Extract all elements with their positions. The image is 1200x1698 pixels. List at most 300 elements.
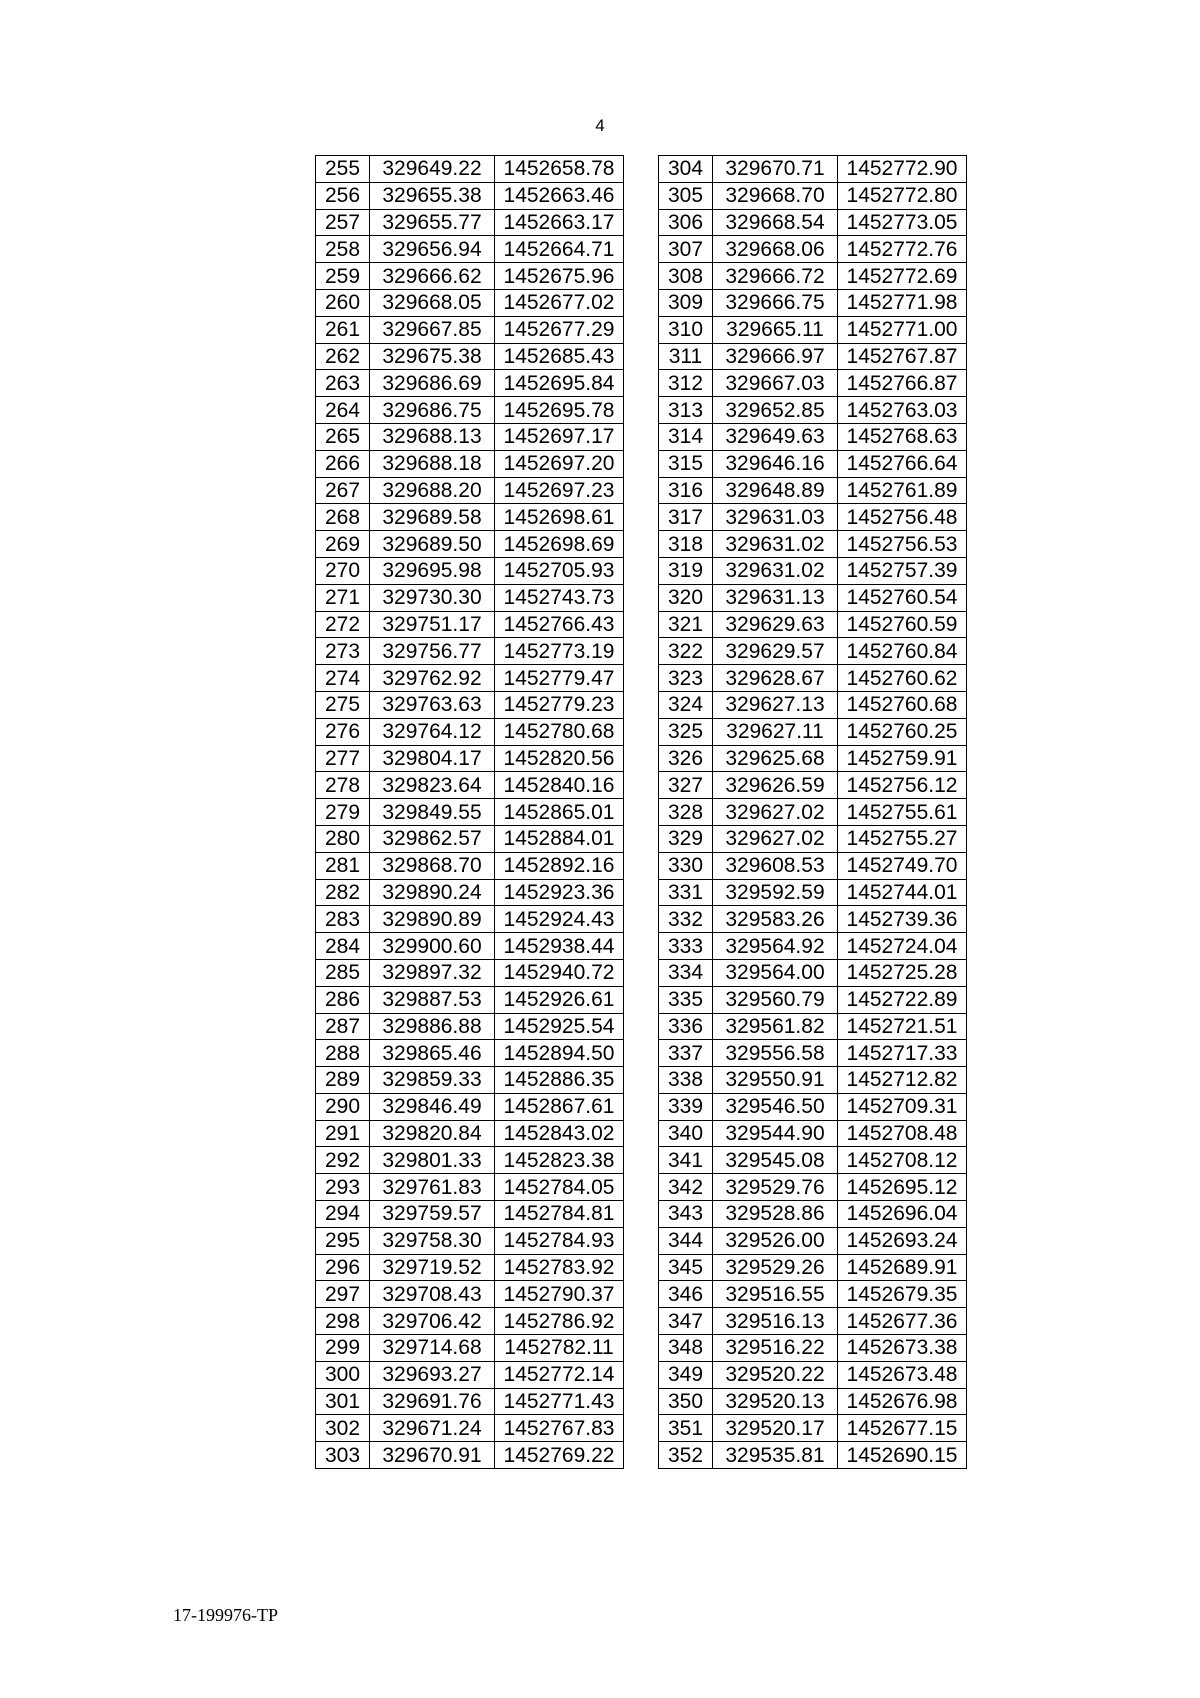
x-coordinate-cell: 329666.75 — [713, 289, 838, 316]
y-coordinate-cell: 1452766.87 — [838, 370, 967, 397]
table-row — [659, 557, 967, 584]
y-coordinate-cell: 1452673.48 — [838, 1361, 967, 1388]
y-coordinate-cell: 1452697.20 — [495, 450, 624, 477]
table-row — [316, 852, 624, 879]
point-number-cell: 259 — [316, 263, 370, 290]
table-row — [659, 450, 967, 477]
x-coordinate-cell: 329706.42 — [370, 1308, 495, 1335]
y-coordinate-cell: 1452783.92 — [495, 1254, 624, 1281]
table-row — [659, 289, 967, 316]
x-coordinate-cell: 329627.02 — [713, 825, 838, 852]
y-coordinate-cell: 1452677.36 — [838, 1308, 967, 1335]
y-coordinate-cell: 1452924.43 — [495, 906, 624, 933]
point-number-cell: 323 — [659, 665, 713, 692]
y-coordinate-cell: 1452743.73 — [495, 584, 624, 611]
y-coordinate-cell: 1452677.29 — [495, 316, 624, 343]
table-row — [316, 236, 624, 263]
y-coordinate-cell: 1452698.61 — [495, 504, 624, 531]
table-row — [659, 236, 967, 263]
x-coordinate-cell: 329675.38 — [370, 343, 495, 370]
table-row — [316, 1147, 624, 1174]
y-coordinate-cell: 1452782.11 — [495, 1335, 624, 1362]
y-coordinate-cell: 1452772.14 — [495, 1361, 624, 1388]
y-coordinate-cell: 1452658.78 — [495, 156, 624, 183]
x-coordinate-cell: 329592.59 — [713, 879, 838, 906]
y-coordinate-cell: 1452779.47 — [495, 665, 624, 692]
point-number-cell: 342 — [659, 1174, 713, 1201]
y-coordinate-cell: 1452677.02 — [495, 289, 624, 316]
y-coordinate-cell: 1452755.61 — [838, 799, 967, 826]
x-coordinate-cell: 329627.02 — [713, 799, 838, 826]
point-number-cell: 265 — [316, 423, 370, 450]
page-number: 4 — [595, 116, 605, 135]
point-number-cell: 340 — [659, 1120, 713, 1147]
table-row — [659, 316, 967, 343]
x-coordinate-cell: 329655.38 — [370, 182, 495, 209]
y-coordinate-cell: 1452925.54 — [495, 1013, 624, 1040]
point-number-cell: 309 — [659, 289, 713, 316]
y-coordinate-cell: 1452767.83 — [495, 1415, 624, 1442]
x-coordinate-cell: 329862.57 — [370, 825, 495, 852]
document-reference-code: 17-199976-TP — [173, 1605, 278, 1625]
table-row — [659, 1254, 967, 1281]
point-number-cell: 348 — [659, 1335, 713, 1362]
y-coordinate-cell: 1452685.43 — [495, 343, 624, 370]
table-row — [316, 1174, 624, 1201]
x-coordinate-cell: 329550.91 — [713, 1067, 838, 1094]
table-row — [316, 638, 624, 665]
table-row — [316, 477, 624, 504]
x-coordinate-cell: 329900.60 — [370, 933, 495, 960]
y-coordinate-cell: 1452693.24 — [838, 1227, 967, 1254]
x-coordinate-cell: 329561.82 — [713, 1013, 838, 1040]
y-coordinate-cell: 1452894.50 — [495, 1040, 624, 1067]
y-coordinate-cell: 1452773.19 — [495, 638, 624, 665]
x-coordinate-cell: 329688.20 — [370, 477, 495, 504]
coordinate-table-left-body — [316, 156, 624, 1469]
table-row — [659, 638, 967, 665]
y-coordinate-cell: 1452771.98 — [838, 289, 967, 316]
point-number-cell: 280 — [316, 825, 370, 852]
x-coordinate-cell: 329686.75 — [370, 397, 495, 424]
x-coordinate-cell: 329667.03 — [713, 370, 838, 397]
table-row — [316, 1361, 624, 1388]
table-row — [316, 665, 624, 692]
x-coordinate-cell: 329631.02 — [713, 531, 838, 558]
table-row — [316, 557, 624, 584]
point-number-cell: 276 — [316, 718, 370, 745]
table-row — [316, 289, 624, 316]
table-row — [316, 1201, 624, 1228]
table-row — [316, 1388, 624, 1415]
table-row — [659, 879, 967, 906]
y-coordinate-cell: 1452675.96 — [495, 263, 624, 290]
x-coordinate-cell: 329695.98 — [370, 557, 495, 584]
table-row — [659, 1415, 967, 1442]
table-row — [659, 343, 967, 370]
x-coordinate-cell: 329546.50 — [713, 1093, 838, 1120]
table-row — [316, 772, 624, 799]
x-coordinate-cell: 329526.00 — [713, 1227, 838, 1254]
y-coordinate-cell: 1452760.62 — [838, 665, 967, 692]
x-coordinate-cell: 329689.50 — [370, 531, 495, 558]
point-number-cell: 331 — [659, 879, 713, 906]
y-coordinate-cell: 1452721.51 — [838, 1013, 967, 1040]
y-coordinate-cell: 1452938.44 — [495, 933, 624, 960]
point-number-cell: 274 — [316, 665, 370, 692]
x-coordinate-cell: 329668.54 — [713, 209, 838, 236]
point-number-cell: 271 — [316, 584, 370, 611]
table-row — [659, 1147, 967, 1174]
table-row — [316, 156, 624, 183]
x-coordinate-cell: 329668.70 — [713, 182, 838, 209]
y-coordinate-cell: 1452679.35 — [838, 1281, 967, 1308]
x-coordinate-cell: 329631.02 — [713, 557, 838, 584]
y-coordinate-cell: 1452689.91 — [838, 1254, 967, 1281]
y-coordinate-cell: 1452705.93 — [495, 557, 624, 584]
point-number-cell: 257 — [316, 209, 370, 236]
point-number-cell: 315 — [659, 450, 713, 477]
y-coordinate-cell: 1452756.12 — [838, 772, 967, 799]
table-row — [659, 1388, 967, 1415]
table-row — [316, 906, 624, 933]
y-coordinate-cell: 1452760.68 — [838, 691, 967, 718]
point-number-cell: 290 — [316, 1093, 370, 1120]
table-row — [316, 504, 624, 531]
point-number-cell: 320 — [659, 584, 713, 611]
point-number-cell: 345 — [659, 1254, 713, 1281]
y-coordinate-cell: 1452773.05 — [838, 209, 967, 236]
point-number-cell: 314 — [659, 423, 713, 450]
point-number-cell: 319 — [659, 557, 713, 584]
x-coordinate-cell: 329625.68 — [713, 745, 838, 772]
point-number-cell: 262 — [316, 343, 370, 370]
point-number-cell: 297 — [316, 1281, 370, 1308]
y-coordinate-cell: 1452755.27 — [838, 825, 967, 852]
x-coordinate-cell: 329516.13 — [713, 1308, 838, 1335]
y-coordinate-cell: 1452739.36 — [838, 906, 967, 933]
table-row — [316, 1254, 624, 1281]
x-coordinate-cell: 329801.33 — [370, 1147, 495, 1174]
x-coordinate-cell: 329560.79 — [713, 986, 838, 1013]
y-coordinate-cell: 1452677.15 — [838, 1415, 967, 1442]
x-coordinate-cell: 329626.59 — [713, 772, 838, 799]
y-coordinate-cell: 1452725.28 — [838, 959, 967, 986]
y-coordinate-cell: 1452892.16 — [495, 852, 624, 879]
point-number-cell: 292 — [316, 1147, 370, 1174]
table-row — [659, 504, 967, 531]
point-number-cell: 329 — [659, 825, 713, 852]
table-row — [316, 879, 624, 906]
y-coordinate-cell: 1452673.38 — [838, 1335, 967, 1362]
table-row — [659, 182, 967, 209]
x-coordinate-cell: 329628.67 — [713, 665, 838, 692]
x-coordinate-cell: 329629.57 — [713, 638, 838, 665]
point-number-cell: 281 — [316, 852, 370, 879]
point-number-cell: 325 — [659, 718, 713, 745]
y-coordinate-cell: 1452760.54 — [838, 584, 967, 611]
table-row — [659, 156, 967, 183]
point-number-cell: 270 — [316, 557, 370, 584]
point-number-cell: 344 — [659, 1227, 713, 1254]
x-coordinate-cell: 329846.49 — [370, 1093, 495, 1120]
y-coordinate-cell: 1452708.48 — [838, 1120, 967, 1147]
x-coordinate-cell: 329820.84 — [370, 1120, 495, 1147]
point-number-cell: 322 — [659, 638, 713, 665]
point-number-cell: 346 — [659, 1281, 713, 1308]
table-row — [316, 1335, 624, 1362]
table-row — [659, 1227, 967, 1254]
table-row — [659, 825, 967, 852]
y-coordinate-cell: 1452695.78 — [495, 397, 624, 424]
x-coordinate-cell: 329627.13 — [713, 691, 838, 718]
point-number-cell: 339 — [659, 1093, 713, 1120]
y-coordinate-cell: 1452761.89 — [838, 477, 967, 504]
y-coordinate-cell: 1452884.01 — [495, 825, 624, 852]
x-coordinate-cell: 329751.17 — [370, 611, 495, 638]
point-number-cell: 266 — [316, 450, 370, 477]
table-row — [316, 1308, 624, 1335]
x-coordinate-cell: 329719.52 — [370, 1254, 495, 1281]
y-coordinate-cell: 1452708.12 — [838, 1147, 967, 1174]
table-row — [316, 718, 624, 745]
table-row — [659, 1093, 967, 1120]
point-number-cell: 328 — [659, 799, 713, 826]
x-coordinate-cell: 329665.11 — [713, 316, 838, 343]
y-coordinate-cell: 1452780.68 — [495, 718, 624, 745]
point-number-cell: 293 — [316, 1174, 370, 1201]
table-row — [316, 825, 624, 852]
table-row — [316, 1227, 624, 1254]
y-coordinate-cell: 1452763.03 — [838, 397, 967, 424]
point-number-cell: 278 — [316, 772, 370, 799]
table-row — [316, 986, 624, 1013]
x-coordinate-cell: 329689.58 — [370, 504, 495, 531]
table-row — [316, 799, 624, 826]
x-coordinate-cell: 329756.77 — [370, 638, 495, 665]
y-coordinate-cell: 1452769.22 — [495, 1442, 624, 1469]
point-number-cell: 316 — [659, 477, 713, 504]
coordinate-table-right-body — [659, 156, 967, 1469]
table-row — [316, 933, 624, 960]
table-row — [316, 450, 624, 477]
x-coordinate-cell: 329668.05 — [370, 289, 495, 316]
point-number-cell: 295 — [316, 1227, 370, 1254]
table-row — [316, 531, 624, 558]
y-coordinate-cell: 1452664.71 — [495, 236, 624, 263]
y-coordinate-cell: 1452757.39 — [838, 557, 967, 584]
table-row — [316, 745, 624, 772]
y-coordinate-cell: 1452820.56 — [495, 745, 624, 772]
table-row — [659, 691, 967, 718]
point-number-cell: 317 — [659, 504, 713, 531]
x-coordinate-cell: 329667.85 — [370, 316, 495, 343]
point-number-cell: 275 — [316, 691, 370, 718]
table-row — [659, 933, 967, 960]
point-number-cell: 258 — [316, 236, 370, 263]
y-coordinate-cell: 1452690.15 — [838, 1442, 967, 1469]
table-row — [659, 1120, 967, 1147]
y-coordinate-cell: 1452760.25 — [838, 718, 967, 745]
x-coordinate-cell: 329655.77 — [370, 209, 495, 236]
point-number-cell: 277 — [316, 745, 370, 772]
y-coordinate-cell: 1452923.36 — [495, 879, 624, 906]
y-coordinate-cell: 1452768.63 — [838, 423, 967, 450]
point-number-cell: 304 — [659, 156, 713, 183]
x-coordinate-cell: 329670.91 — [370, 1442, 495, 1469]
point-number-cell: 326 — [659, 745, 713, 772]
x-coordinate-cell: 329583.26 — [713, 906, 838, 933]
x-coordinate-cell: 329608.53 — [713, 852, 838, 879]
x-coordinate-cell: 329646.16 — [713, 450, 838, 477]
x-coordinate-cell: 329631.03 — [713, 504, 838, 531]
table-row — [316, 423, 624, 450]
table-row — [316, 263, 624, 290]
point-number-cell: 260 — [316, 289, 370, 316]
x-coordinate-cell: 329629.63 — [713, 611, 838, 638]
x-coordinate-cell: 329886.88 — [370, 1013, 495, 1040]
y-coordinate-cell: 1452771.00 — [838, 316, 967, 343]
table-row — [316, 343, 624, 370]
y-coordinate-cell: 1452712.82 — [838, 1067, 967, 1094]
x-coordinate-cell: 329890.89 — [370, 906, 495, 933]
y-coordinate-cell: 1452926.61 — [495, 986, 624, 1013]
point-number-cell: 296 — [316, 1254, 370, 1281]
x-coordinate-cell: 329897.32 — [370, 959, 495, 986]
x-coordinate-cell: 329649.22 — [370, 156, 495, 183]
x-coordinate-cell: 329868.70 — [370, 852, 495, 879]
point-number-cell: 341 — [659, 1147, 713, 1174]
y-coordinate-cell: 1452771.43 — [495, 1388, 624, 1415]
point-number-cell: 334 — [659, 959, 713, 986]
x-coordinate-cell: 329649.63 — [713, 423, 838, 450]
table-row — [316, 1067, 624, 1094]
y-coordinate-cell: 1452790.37 — [495, 1281, 624, 1308]
table-row — [316, 1040, 624, 1067]
x-coordinate-cell: 329666.97 — [713, 343, 838, 370]
point-number-cell: 351 — [659, 1415, 713, 1442]
y-coordinate-cell: 1452760.84 — [838, 638, 967, 665]
point-number-cell: 303 — [316, 1442, 370, 1469]
y-coordinate-cell: 1452772.69 — [838, 263, 967, 290]
point-number-cell: 256 — [316, 182, 370, 209]
table-row — [659, 1335, 967, 1362]
table-row — [659, 906, 967, 933]
point-number-cell: 350 — [659, 1388, 713, 1415]
point-number-cell: 273 — [316, 638, 370, 665]
table-row — [659, 1174, 967, 1201]
point-number-cell: 333 — [659, 933, 713, 960]
point-number-cell: 318 — [659, 531, 713, 558]
x-coordinate-cell: 329564.92 — [713, 933, 838, 960]
y-coordinate-cell: 1452772.80 — [838, 182, 967, 209]
point-number-cell: 330 — [659, 852, 713, 879]
x-coordinate-cell: 329656.94 — [370, 236, 495, 263]
y-coordinate-cell: 1452867.61 — [495, 1093, 624, 1120]
x-coordinate-cell: 329520.17 — [713, 1415, 838, 1442]
y-coordinate-cell: 1452756.48 — [838, 504, 967, 531]
table-row — [659, 1013, 967, 1040]
x-coordinate-cell: 329887.53 — [370, 986, 495, 1013]
x-coordinate-cell: 329529.76 — [713, 1174, 838, 1201]
x-coordinate-cell: 329691.76 — [370, 1388, 495, 1415]
point-number-cell: 327 — [659, 772, 713, 799]
point-number-cell: 261 — [316, 316, 370, 343]
y-coordinate-cell: 1452709.31 — [838, 1093, 967, 1120]
point-number-cell: 301 — [316, 1388, 370, 1415]
table-row — [659, 959, 967, 986]
x-coordinate-cell: 329865.46 — [370, 1040, 495, 1067]
x-coordinate-cell: 329762.92 — [370, 665, 495, 692]
table-row — [659, 1308, 967, 1335]
point-number-cell: 269 — [316, 531, 370, 558]
table-row — [316, 1013, 624, 1040]
point-number-cell: 263 — [316, 370, 370, 397]
point-number-cell: 335 — [659, 986, 713, 1013]
table-row — [659, 397, 967, 424]
table-row — [316, 959, 624, 986]
point-number-cell: 298 — [316, 1308, 370, 1335]
x-coordinate-cell: 329763.63 — [370, 691, 495, 718]
x-coordinate-cell: 329516.22 — [713, 1335, 838, 1362]
point-number-cell: 268 — [316, 504, 370, 531]
x-coordinate-cell: 329708.43 — [370, 1281, 495, 1308]
x-coordinate-cell: 329688.18 — [370, 450, 495, 477]
x-coordinate-cell: 329544.90 — [713, 1120, 838, 1147]
y-coordinate-cell: 1452744.01 — [838, 879, 967, 906]
point-number-cell: 336 — [659, 1013, 713, 1040]
table-row — [659, 852, 967, 879]
point-number-cell: 311 — [659, 343, 713, 370]
x-coordinate-cell: 329652.85 — [713, 397, 838, 424]
x-coordinate-cell: 329631.13 — [713, 584, 838, 611]
y-coordinate-cell: 1452823.38 — [495, 1147, 624, 1174]
x-coordinate-cell: 329545.08 — [713, 1147, 838, 1174]
coordinate-table-left — [315, 155, 624, 1469]
point-number-cell: 294 — [316, 1201, 370, 1228]
point-number-cell: 343 — [659, 1201, 713, 1228]
table-row — [316, 584, 624, 611]
x-coordinate-cell: 329686.69 — [370, 370, 495, 397]
point-number-cell: 305 — [659, 182, 713, 209]
x-coordinate-cell: 329758.30 — [370, 1227, 495, 1254]
x-coordinate-cell: 329890.24 — [370, 879, 495, 906]
table-row — [659, 370, 967, 397]
x-coordinate-cell: 329759.57 — [370, 1201, 495, 1228]
x-coordinate-cell: 329564.00 — [713, 959, 838, 986]
y-coordinate-cell: 1452772.90 — [838, 156, 967, 183]
table-row — [316, 316, 624, 343]
point-number-cell: 267 — [316, 477, 370, 504]
point-number-cell: 312 — [659, 370, 713, 397]
point-number-cell: 284 — [316, 933, 370, 960]
point-number-cell: 338 — [659, 1067, 713, 1094]
y-coordinate-cell: 1452717.33 — [838, 1040, 967, 1067]
table-row — [659, 263, 967, 290]
point-number-cell: 332 — [659, 906, 713, 933]
point-number-cell: 264 — [316, 397, 370, 424]
table-row — [659, 1040, 967, 1067]
point-number-cell: 302 — [316, 1415, 370, 1442]
y-coordinate-cell: 1452784.81 — [495, 1201, 624, 1228]
table-row — [316, 1093, 624, 1120]
table-row — [659, 1281, 967, 1308]
y-coordinate-cell: 1452676.98 — [838, 1388, 967, 1415]
table-row — [659, 665, 967, 692]
x-coordinate-cell: 329761.83 — [370, 1174, 495, 1201]
x-coordinate-cell: 329714.68 — [370, 1335, 495, 1362]
point-number-cell: 287 — [316, 1013, 370, 1040]
